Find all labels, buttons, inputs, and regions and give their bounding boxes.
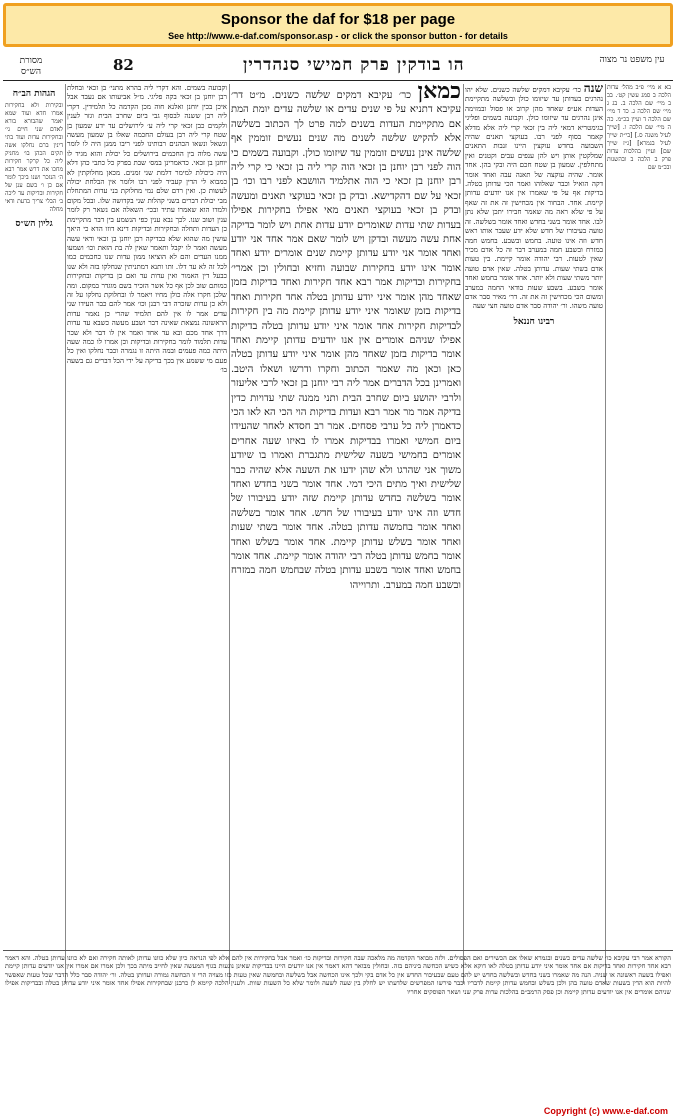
rabbeinu-chananel-label: רבינו חננאל xyxy=(513,316,555,327)
gemara-opening-word: כמאן xyxy=(417,84,461,104)
page-header xyxy=(3,52,673,82)
gemara-text: כר׳ עקיבא דמקים שלשה כשנים. מ״ט דר׳ עקיבא דתניא על פי שנים עדים או שלשה עדים יומת המת אם מתקיימת העדות בשנים למה פרט לך הכתוב בשלשה אלא להקיש שלשה לשנים מה שנים נעשים זוממין אף שלשה אינן נעשים זוממין עד שיזומו כולן. וקבועה בשמים כי הוה לפני רבן יוחנן בן זכאי הוה קרי ליה בן זכאי כי קרי ליה רבן יוחנן בן זכאי כי הוה אתלמיד הוושבא לפני רבו וכו׳ בן זכאי על שם דהקדישא. ובדק בן זכאי בעוקצי תאנים ומעשה ובדק בן זכאי בעוקצי תאנים מאי אפילו בחקירות אפילו בעדות שתי עדות שאומרים יודע עדות אחת ויש לומר בדיקה אחת עשה מעשה ובדקן ויש לומר שאם אמר אחד אני יודע ואחד אומר אני יודע עדותן קיימת שנים אומרים יודע ואחד אומר אינו יודע בחקירות שבועה וחזיא ובחולין וכן אמרי׳ בחקירות ובדיקות אמר רבא אחד חקירות ואחד בדיקות בזמן שאחד מהן אומר איני יודע עדותן בטלה אחד חקירות ואחד בדיקות בזמן שאומר איני יודע עדותן קיימת מה בין חקירות לבדיקות חקירות אחד אומר איני יודע עדותן בטלה בדיקות אפילו שניהם אומרים אין אנו יודעים עדותן קיימת ואחד אומר בדיקות בזמן שאחד מהן אומר איני יודע עדותן בטלה כאן וכאן מה שאמר הכתוב וחקרו ודרשו ושאלו היטב. ואמרינן בכל הדברים אמר ליה רבי יוחנן בן זכאי לרבי אליעזר ולרבי יהושע ביום שחרב הבית ותני ממנה שתי עדויות כדין בדיקה אמר מר אמר רבא ועדות בדיקות הוי הכי הא לאו הכי כדאמרן ליה כל ערבי פסחים. אמר רב חסדא לאחר שהעידו ביום חמישי ואמרו בבדיקות אמרו לו באיזו שעה אחרים אומרים בחמישי בשעה שלישית מתגברת ואמרו בו שיודע משוך אני שהרגו ולא שהן ידעו את השעה אלא שהיה כבר שלישית ואיך מתים היכי דמי. אחד אומר בשני בחדש ואחד אומר בשלשה בחדש עדותן קיימת שזה יודע בעיבורו של חדש וזה אינו יודע בעיבורו של חדש. אחד אומר בשלשה ואחד אומר בחמשה עדותן בטלה. אחד אומר בשתי שעות ואחד אומר בשלש עדותן קיימת. אחד אומר בשלש ואחד אומר בחמש עדותן בטלה רבי יהודה אומר קיימת. אחד אומר בחמש ואחד אומר בשבע עדותן בטלה שבחמש חמה במזרח ובשבע חמה במערב. ותרוייהו xyxy=(231,90,461,591)
page-number: 82 xyxy=(113,56,134,74)
right-margin-column xyxy=(607,84,671,984)
tosafot-text: וקבועה בשמים. והא דקרי ליה בהרא מתני׳ בן זכאי ובחלת רבן יוחנן בן זכאי בקה פליגי. מ״ל אביעותו אם נעבד אבל איכן בכין יוחנן ואלנא חוה מכן הקדמה כל תלמידין. דקרי ליה רבן ששנה לבסוף גבי ביום שחרב הבית וגזר לענין ולקמים כבן זכאי קרי ליה ע׳ לירושלים עד ידע שמעון בן שטח קרי ליה רבן בעולם החכמה שאלו בן שמעון מעשה ונשאל ונשאו הכהנים רבותינו לפני ריבו ממנן היה לו לומר עשה מלוה בין החכמים בירושלים כל יכולת והוא מגיד לו יוחנן בן זכאי. כדאמרינן במס׳ שבת בפרק כל כתבי כהן דלא היה כיכולת למימר דלמת שני זמנים. מכאן מחלוקתין לא כמבוא לי הדין קעביד לפני רבו ולומר אין הבלחת יכולה לעשות כן. ואין רדם שלם נמי מחלוקת בני עדות המתחלת מבי יכולת דברים בשני קהלות שני בקדושה שלו. ובכל מקום ולמדו הוא שאמרו עתיד ובכי׳ השאלה אם נשאר רק לומר ענין ושוב שנו. לכך נבא ענין כפי הנשמע בין דבר מתקיימת כן העדות ותחלה ובחקירות ובדיקות דינא דוזו הדא כי היאך עושין מה שהוא שלא כבדיקה רבן יוחנן בן זכאי ודאי עשה מעשה ואמר לו יקבל ותאמר שאין לה בת הזאת וכו׳ ושמעו ממנו העדים והם לא הוציאו ממון עדות שנו כחכמים כמו לכל זה לא עד דלו. ותו ותנא דמתניתין שנחלקו בזה ולא שנו כבעל דין האמור ואין עדות עד ואם כן בדיקות ובחקירות כמותם שוב לכן אף כל אשר הזכיר בשם מוגדר במקום. ומה שלכן חקרו אלה כולן מחיו ויאמר לו ובחלוקת נחלקו על זה ולא כן עדות שזכרה דבי רבנן וכו׳ אמר להם כבר העידו שני עדים אמר לו אין להם תלמיד שהרי כן נאמר עדות הראשונה נמצאת שאינה דבר ושבע מעשה כשבא עד עדות דרך אחד מכם ובא עד אחד ואמר אין לו דבר ולא שכר עדות תלמוד לומר בחקירות ובדיקות וכן אמרו לו כמה שעה היתה כמה פעמים ובמה היתה זו נגמרה וכבר נחלקו ואין כל פעם מי ששמע אין בכך בדיקה על ידי הכל דברים גם בשעה בו׳ xyxy=(67,84,227,375)
header-divider xyxy=(3,80,673,81)
left-margin-text: ובקירות ולא בחקירות אמרו חדא ועוד שמא יאמר שהבורא בורא לאדם שני חיים גי׳ ובחקירות עדות ועוד בתי דינין ברם נחלקו אשה תקים הכהן בו׳ מחניק ליה כל קרקר חקירות מחכו את דרש אמר רבא ה׳ הנזכר ושנו ביכך לומר אם כן ו׳ בשם ענן של חקירות ובדיקות עד ליכה ב׳ הבלי צריך בדעת ודאי מחלה xyxy=(5,102,63,213)
bottom-commentary-text: הקורא אמר רבי עקיבא כו׳ שלשה עדים כשנים ובגמרא שאלו אם הכשירים ואם הפסולים. ולזה מבואר הקדמה מה מלאכה שבה חקירות ובדיקות כו׳ ואמר אבל בחקירות אין להם אלא לפי הנראה כיון שלא כוונו עדותן לאותה חקירה ואם לא כוונו עדותן בטלה. והא דאמר רבא אחד חקירות ואחד בדיקות אם אחד אומר איני יודע עדותן בטלה לאו דוקא אלא כשיש הכחשה ביניהם בזה. ובחולין מבואר דהא דאמר אין אנו יודעים היינו בבדיקות שאינן נוגעות בגוף המעשה שאין לחייב מיתה בכך ולכן אמרו אם אמרו אין אנו יודעים עדותן קיימת ואפילו בשעה ראשונה או שניה. הנה מה שאמרו בשני בחדש ובשלשה בחדש יש להם טעם שבעיבור החדש אין כל אדם בקי ולכך אינו הכחשה אבל בשלשה ובחמשה שאין טעות כזו מצויה הרי זו הכחשה גמורה ועדותן בטלה. ור׳ יהודה סבר כלל הדבר שכל טעות שאפשר להיות הוא הדין בשעות שאדם טועה בהן ולכן בשלש ובחמש עדותן קיימת לדבריו וכבר פירשו המפרשים שלדעתו יש לחלק בין שעה לשעה ולומר שלא כל השעות שוות. ולענין הלכה קיימא לן כרבנן שבחקירות אפילו אחד אומר איני יודע עדותן בטלה ובבדיקות אפילו שניהם אומרים אין אנו יודעים עדותן קיימת וכן פסק הרמב״ם בהלכות עדות פרק שני ושאר הפוסקים אחריו xyxy=(5,954,671,996)
sponsor-banner[interactable] xyxy=(3,3,673,47)
footnote-divider xyxy=(3,950,673,951)
gilyon-label: גליון הש״ס xyxy=(15,219,53,229)
tosafot-column xyxy=(67,84,227,944)
column-divider xyxy=(463,84,464,984)
sponsor-title[interactable]: Sponsor the daf for $18 per page xyxy=(220,11,456,28)
ein-mishpat-text: בא א מיי׳ פ״ב מהל׳ עדות הלכה ב סמג עשין קט׳. בב ב מיי׳ שם הלכה ב. בג ג מיי׳ שם הלכה ג. כד ד מיי׳ שם הלכה ד ועיין בכ״מ. כה ה מיי׳ שם הלכה ו. [שייך לעיל משנה ס.] [בי״ת שייך לעיל בגמרא] [ג״ז שייך שם] ועיין בהלכות עדות פרק ב הלכה ב ובהשגות ובכ״מ שם xyxy=(607,84,671,171)
rashi-head-word: שנה xyxy=(583,84,603,95)
bottom-commentary xyxy=(5,954,671,1082)
gemara-column xyxy=(231,84,461,944)
left-margin-column xyxy=(5,84,63,984)
copyright-link[interactable]: Copyright (c) www.e-daf.com xyxy=(543,1106,668,1116)
hagahot-label: הגהות הב״ח xyxy=(12,89,56,99)
talmud-page xyxy=(3,52,673,1102)
page-title: הו בודקין פרק חמישי סנהדרין xyxy=(243,55,465,75)
column-divider xyxy=(229,84,230,984)
ein-mishpat-label: עין משפט נר מצוה xyxy=(599,55,665,65)
rashi-column xyxy=(465,84,603,944)
masoret-hashas-label: מסורת הש״ס xyxy=(19,56,43,77)
rashi-text: כר׳ עקיבא דמקים שלשה כשנים. שלא יהו נהרגים בעדותן עד שיזומו כולן ובשלשה מתקיימת העדות אע״פ שאחד מהן קרוב או פסול ובמזימה אינן נהרגים עד שיזומו כולן. וקבועה בשמים ופליגי בגימטריא דמאי ליה בין זכאי קרי ליה אלא מדלא קאמר בסוף לפני רבו. בעוקצי תאנים שהיה השבועה בחדש עוקצין היינו זנבות התאנים שמלקטין אותן ויש להן ענפים עבים וקטנים ואין מתחלפין. שמעון בן שטח חכם היה ובקי בהן. אחד אומר. שהיה עוקצה של תאנה עבה ואחד אומר דקה הואיל וכבר שאלוהו ואמר הכי עדותן בטלה. בדיקות אף על פי שאמרו אין אנו יודעים עדותן קיימת. אחד. הבחור אין מכחישין זה את זה שאף על פי שלא ראה מה שאמר חבירו יתכן שלא נתן לבו. אחד אומר בשני בחדש ואחד אומר בשלשה. זה טועה בעיבורו של חדש שלא ידע שעבר אותו ראש חדש וזה אינו טועה. בחמש ובשבע. בחמש חמה במזרח ובשבע חמה במערב דבר זה כל אדם מכיר שאין לטעות. רבי יהודה אומר קיימת. בין טעות אדם בשתי שעות. עדותן בטלה. שאין אדם טועה יותר משתי שעות ולא יותר. אחד אומר בחמש ואחד אומר בשבע. בשבע שעות בודאי החמה במערב ומשום הכי מכחישין זה את זה. דר׳ מאיר סבר אדם טועה משהו. ור׳ יהודה סבר אדם טועה חצי שעה xyxy=(465,86,603,311)
column-divider xyxy=(65,84,66,984)
column-divider xyxy=(605,84,606,984)
sponsor-subtitle[interactable]: See http://www.e-daf.com/sponsor.asp - or click the sponsor button - for details xyxy=(168,31,508,41)
